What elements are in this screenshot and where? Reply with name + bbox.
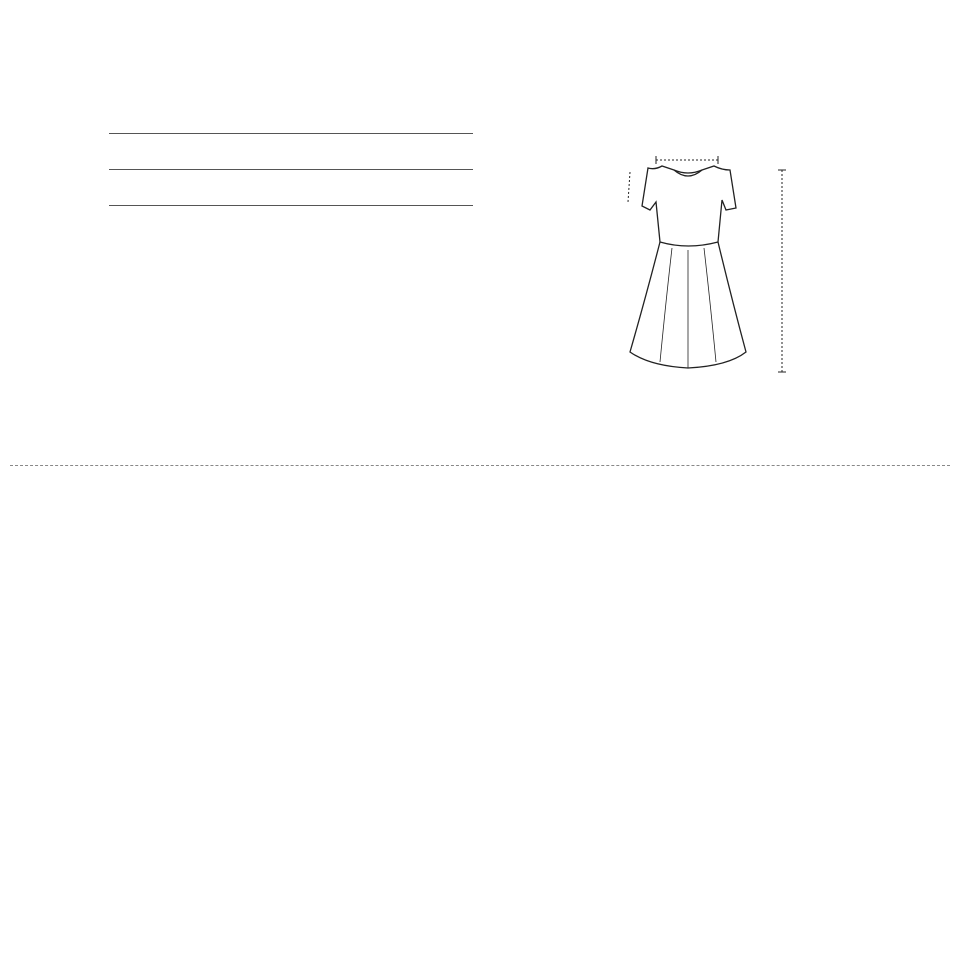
fabric-row xyxy=(109,98,473,134)
color-row xyxy=(109,134,473,170)
tag-size-row xyxy=(109,170,473,206)
dotted-divider xyxy=(10,465,950,466)
dress-measurement-diagram xyxy=(590,130,820,390)
